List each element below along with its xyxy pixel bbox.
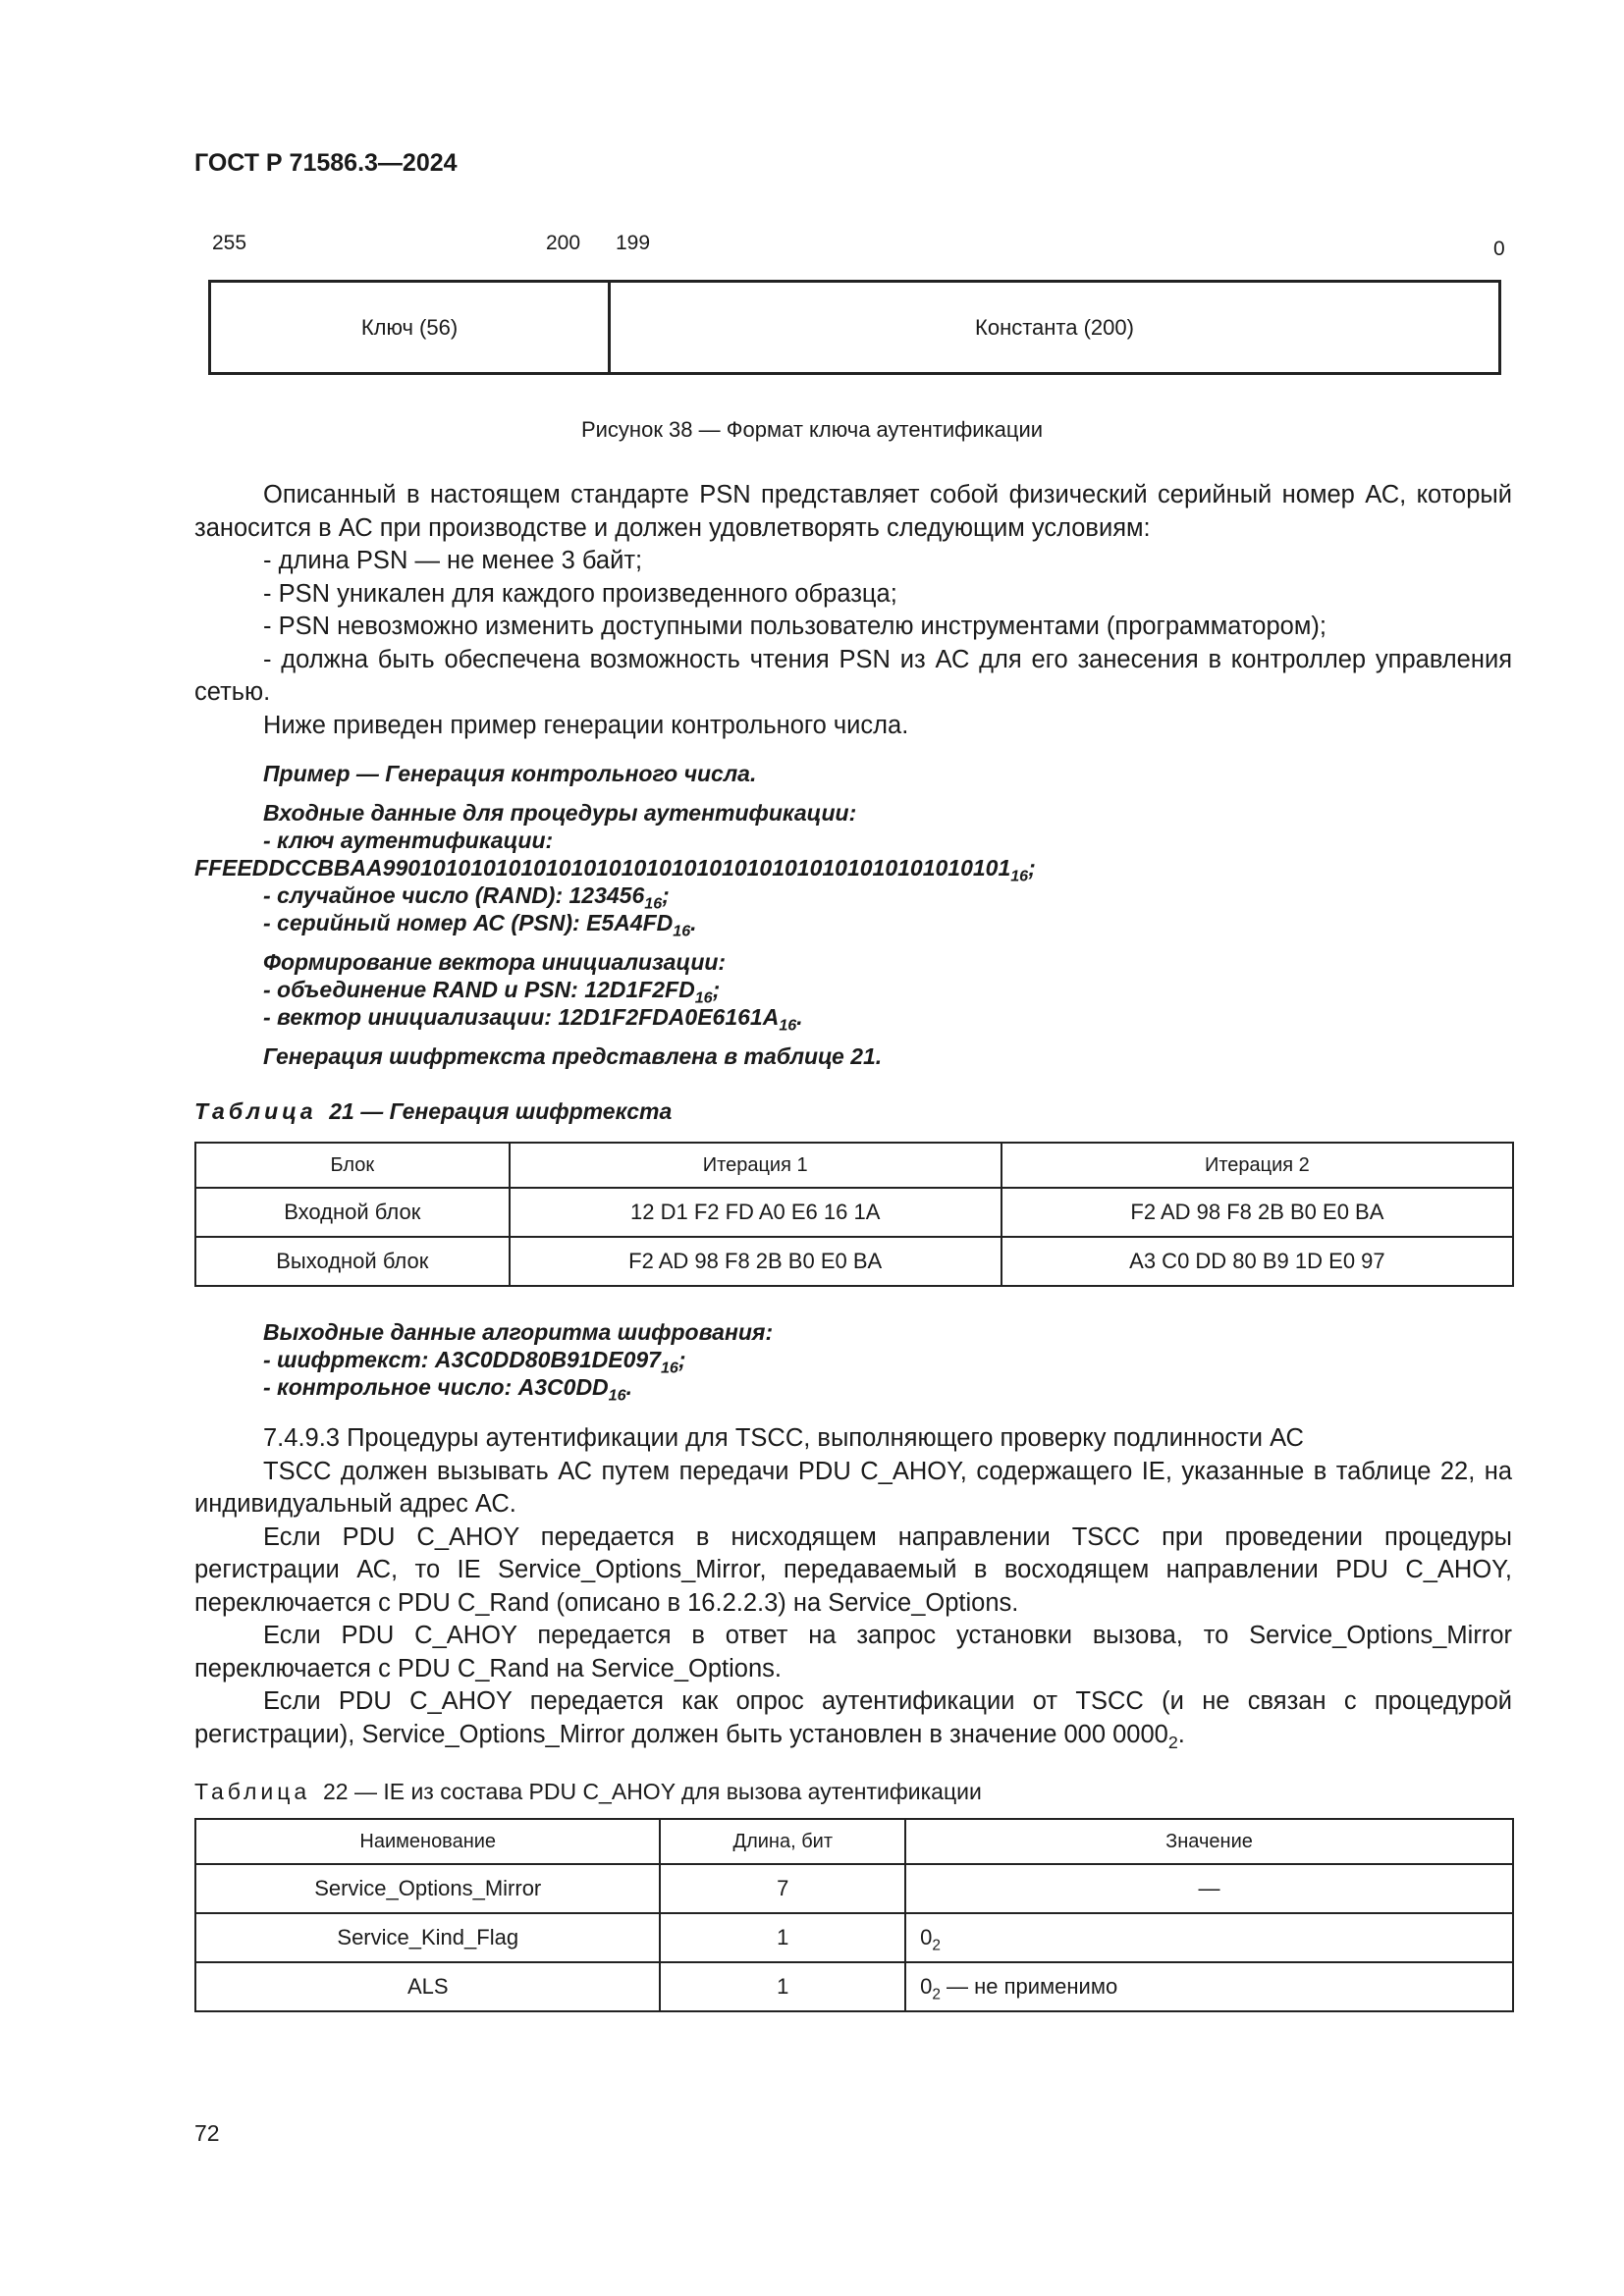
condition-item: - PSN уникален для каждого произведенного образца; xyxy=(263,579,897,608)
table-cell: Входной блок xyxy=(195,1188,510,1237)
bit-label-255: 255 xyxy=(212,232,247,254)
page-number: 72 xyxy=(194,2120,220,2146)
table-cell: A3 C0 DD 80 B9 1D E0 97 xyxy=(1001,1237,1513,1286)
table-header-cell: Длина, бит xyxy=(660,1819,905,1864)
table-header-cell: Наименование xyxy=(195,1819,660,1864)
intro-section xyxy=(194,479,1512,742)
psn-line: - серийный номер АС (PSN): $E5A4FD_{16}$. xyxy=(263,910,697,940)
table-cell: F2 AD 98 F8 2B B0 E0 BA xyxy=(510,1237,1001,1286)
iv-heading: Формирование вектора инициализации: xyxy=(263,949,727,975)
table-header-cell: Итерация 1 xyxy=(510,1143,1001,1188)
table-header-cell: Значение xyxy=(905,1819,1513,1864)
key-value: $FFEEDDCCBBAA99010101010101010101010101010101010101010101010101_{16}$; xyxy=(194,855,1036,885)
intro-paragraph: Описанный в настоящем стандарте PSN представляет собой физический серийный номер АС, который заносится в АС при производстве и должен удовлетворять следующим условиям: xyxy=(194,481,1512,542)
output-heading: Выходные данные алгоритма шифрования: xyxy=(263,1319,774,1345)
table-header-cell: Итерация 2 xyxy=(1001,1143,1513,1188)
section-7493 xyxy=(194,1422,1512,1751)
example-intro-paragraph: Ниже приведен пример генерации контрольного числа. xyxy=(263,711,909,739)
example-block xyxy=(194,760,1512,1070)
ciphertext-line: - шифртекст: $A3C0DD80B91DE097_{16}$; xyxy=(263,1347,686,1377)
table-cell: ALS xyxy=(195,1962,660,2011)
table-cell: 1 xyxy=(660,1962,905,2011)
condition-item: - должна быть обеспечена возможность чтения PSN из АС для его занесения в контроллер управления сетью. xyxy=(194,645,1512,706)
table-header-row xyxy=(195,1143,1513,1188)
table-cell: — xyxy=(905,1864,1513,1913)
bit-label-199: 199 xyxy=(616,232,651,254)
section-paragraph: Если PDU C_AHOY передается как опрос аутентификации от TSCC (и не связан с процедурой регистрации), Service_Options_Mirror должен быть установлен в значение 000 $0000_2$. xyxy=(194,1687,1512,1752)
section-paragraph: Если PDU C_AHOY передается в нисходящем направлении TSCC при проведении процедуры регистрации АС, то IE Service_Options_Mirror, передаваемый в восходящем направлении PDU C_AHOY, переключается с PDU C_Rand (описано в 16.2.2.3) на Service_Options. xyxy=(194,1522,1512,1617)
key-format-diagram xyxy=(208,280,1501,375)
table-cell: 7 xyxy=(660,1864,905,1913)
table-row xyxy=(195,1188,1513,1237)
figure-caption: Рисунок 38 — Формат ключа аутентификации xyxy=(580,417,1044,442)
check-number-line: - контрольное число: $A3C0DD_{16}$. xyxy=(263,1374,632,1405)
table-cell: 1 xyxy=(660,1913,905,1962)
table21-caption: Таблица 21 — Генерация шифртекста xyxy=(194,1098,673,1124)
condition-item: - PSN невозможно изменить доступными пользователю инструментами (программатором); xyxy=(263,613,1326,640)
section-paragraph: Если PDU C_AHOY передается в ответ на запрос установки вызова, то Service_Options_Mirror переключается с PDU C_Rand на Service_Options. xyxy=(194,1622,1512,1682)
example-title: Пример — Генерация контрольного числа. xyxy=(263,761,757,786)
table-cell: 12 D1 F2 FD A0 E6 16 1A xyxy=(510,1188,1001,1237)
table-header-row xyxy=(195,1819,1513,1864)
output-block xyxy=(194,1318,1512,1405)
bit-label-0: 0 xyxy=(1493,238,1505,260)
section-title: 7.4.9.3 Процедуры аутентификации для TSCC, выполняющего проверку подлинности АС xyxy=(263,1424,1304,1452)
table-row xyxy=(195,1962,1513,2011)
key-label: - ключ аутентификации: xyxy=(263,828,554,853)
section-paragraph: TSCC должен вызывать АС путем передачи PDU C_AHOY, содержащего IE, указанные в таблице 22, на индивидуальный адрес АС. xyxy=(194,1457,1512,1518)
table-header-cell: Блок xyxy=(195,1143,510,1188)
condition-item: - длина PSN — не менее 3 байт; xyxy=(263,547,643,574)
bit-label-200: 200 xyxy=(546,232,581,254)
document-header: ГОСТ Р 71586.3—2024 xyxy=(194,149,458,177)
table-cell: $0_2$ — не применимо xyxy=(905,1962,1513,2011)
table21 xyxy=(194,1142,1514,1287)
iv-line: - вектор инициализации: $12D1F2FDA0E6161A_{16}$. xyxy=(263,1004,803,1035)
rand-line: - случайное число (RAND): $123456_{16}$; xyxy=(263,882,670,913)
table-row xyxy=(195,1864,1513,1913)
table-cell: $0_2$ xyxy=(905,1913,1513,1962)
constant-field: Константа (200) xyxy=(975,314,1134,340)
table-cell: Service_Options_Mirror xyxy=(195,1864,660,1913)
table-cell: F2 AD 98 F8 2B B0 E0 BA xyxy=(1001,1188,1513,1237)
key-field: Ключ (56) xyxy=(211,283,611,372)
table22 xyxy=(194,1818,1514,2012)
table-cell: Service_Kind_Flag xyxy=(195,1913,660,1962)
table-row xyxy=(195,1913,1513,1962)
table22-caption: Таблица 22 — IE из состава PDU C_AHOY для вызова аутентификации xyxy=(194,1779,982,1804)
cipher-note: Генерация шифртекста представлена в таблице 21. xyxy=(263,1043,883,1069)
table-cell: Выходной блок xyxy=(195,1237,510,1286)
table-row xyxy=(195,1237,1513,1286)
input-heading: Входные данные для процедуры аутентификации: xyxy=(263,800,857,826)
concat-line: - объединение RAND и PSN: $12D1F2FD_{16}$; xyxy=(263,977,721,1007)
